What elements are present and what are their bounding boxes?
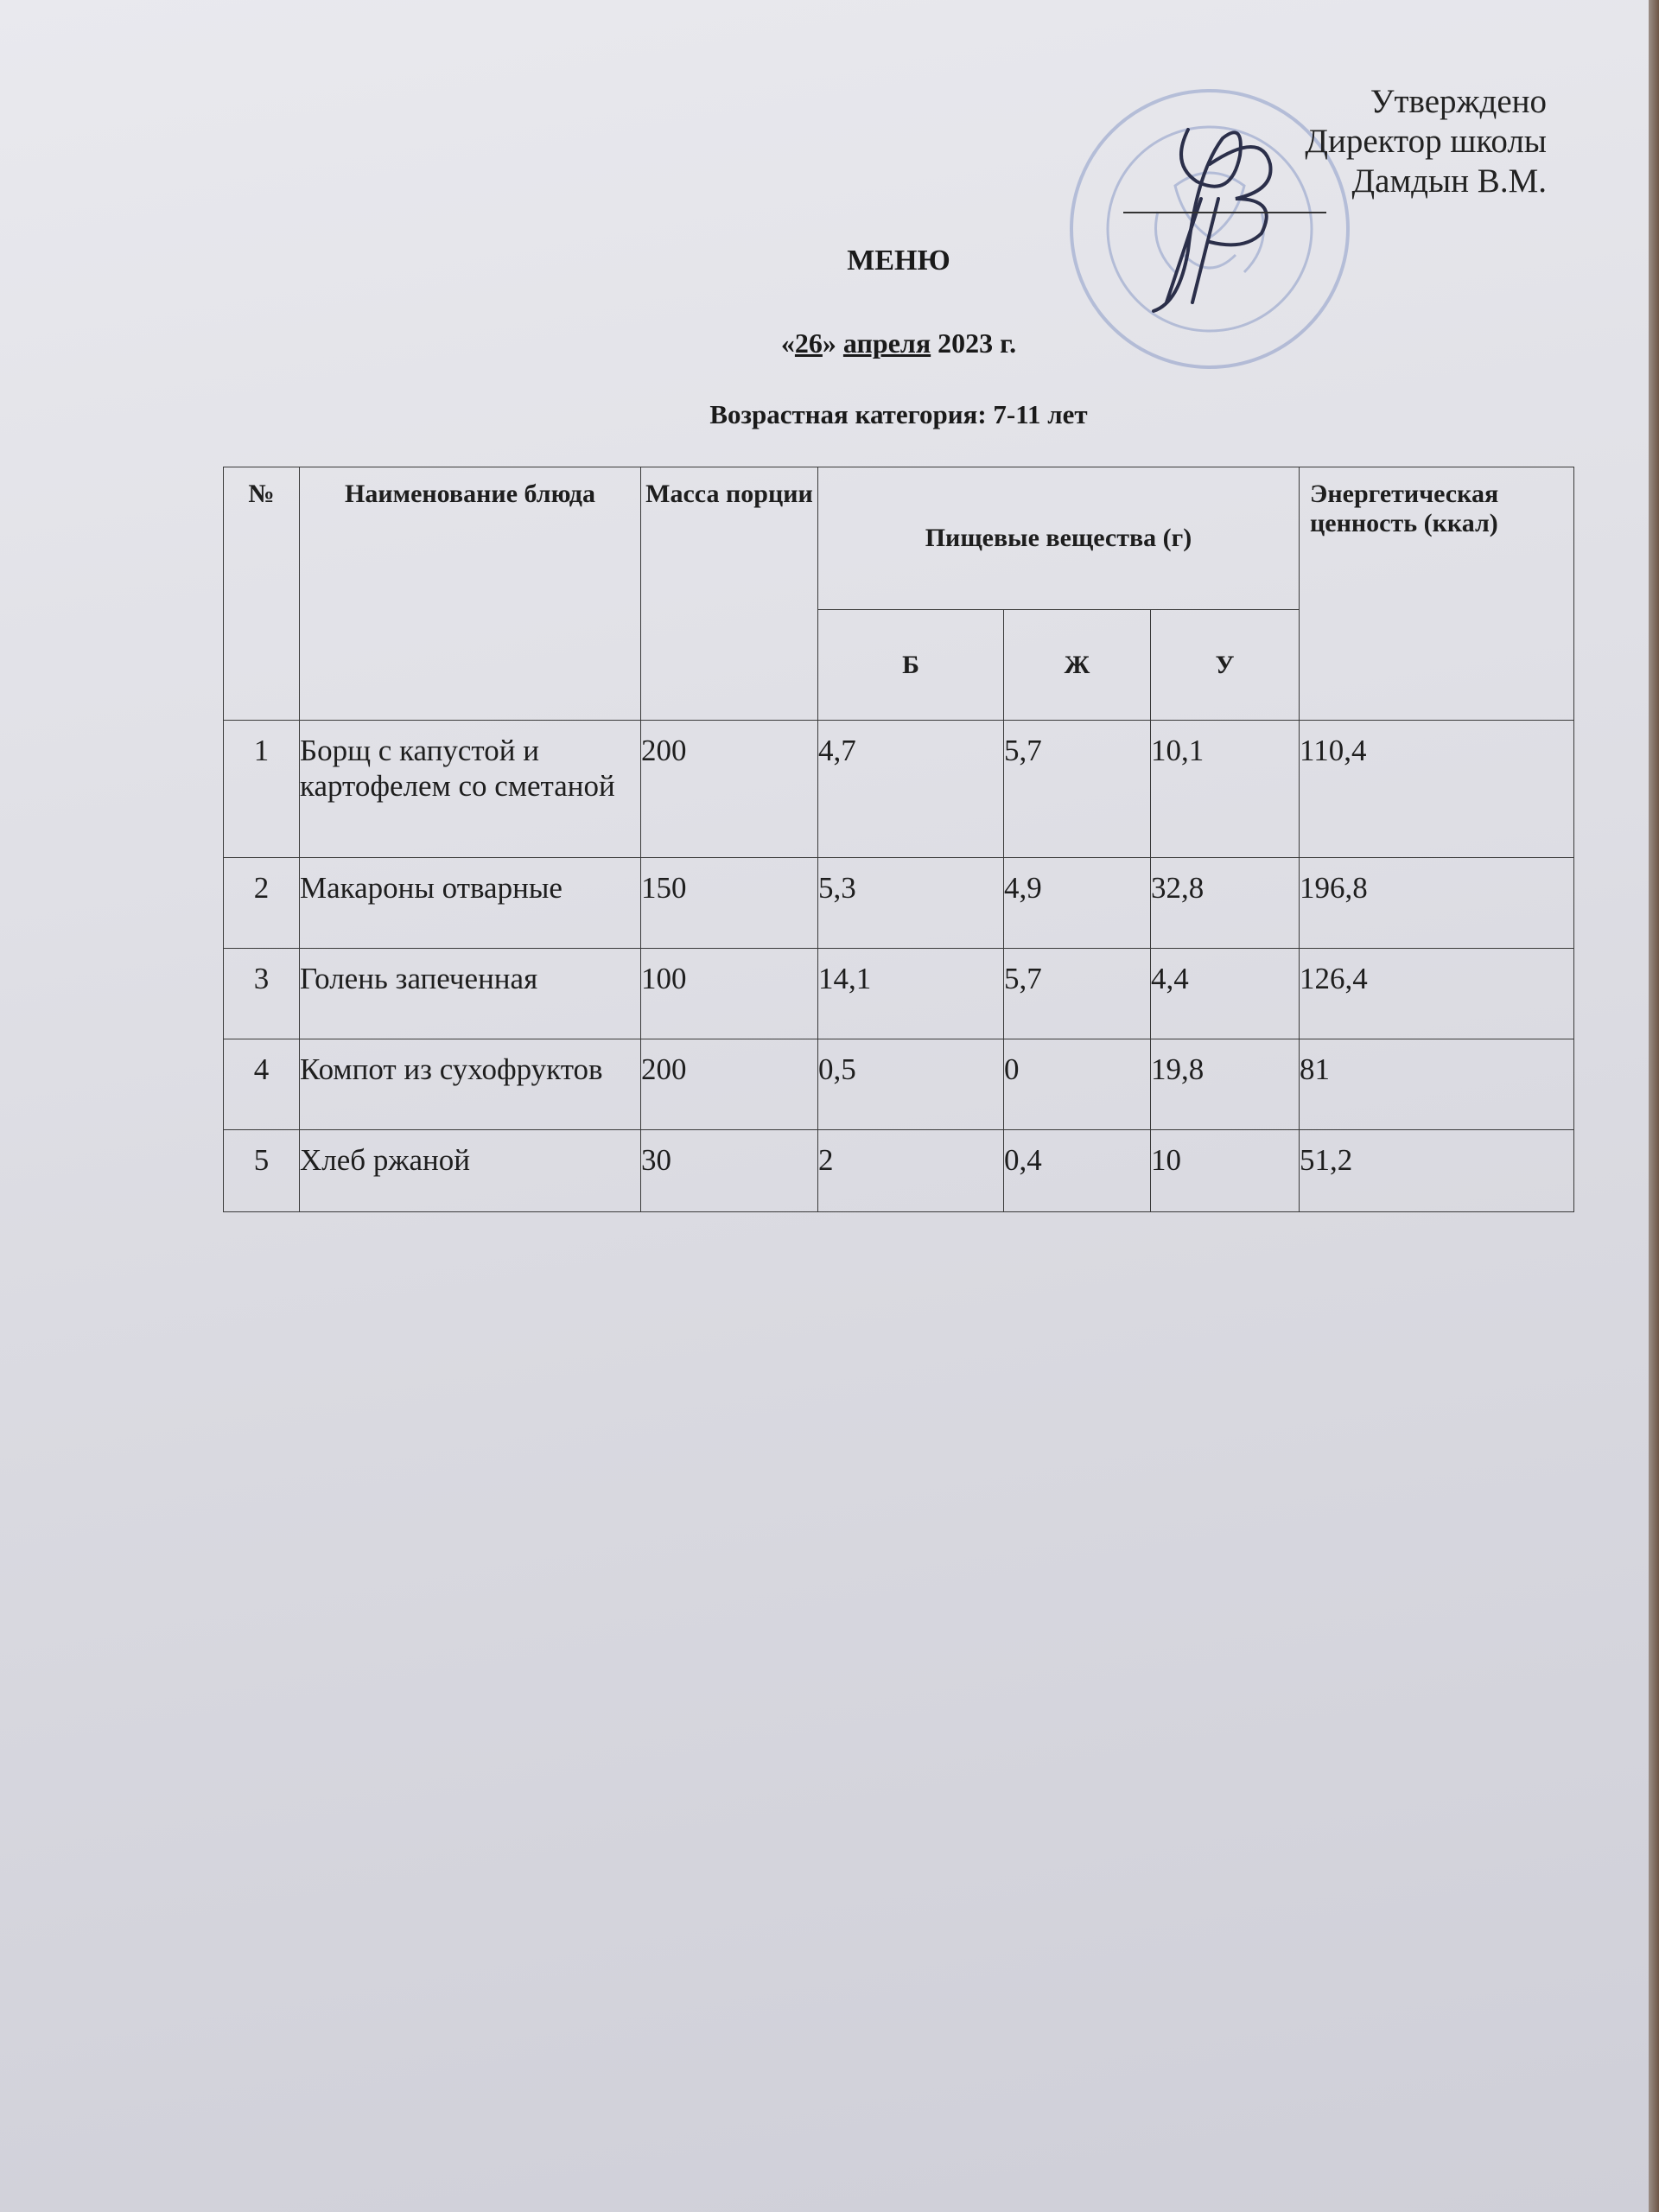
- cell-fat: 0,4: [1004, 1130, 1151, 1212]
- table-row: [224, 721, 1574, 858]
- cell-protein: 4,7: [818, 721, 1004, 858]
- header-name: Наименование блюда: [300, 467, 641, 721]
- age-category: Возрастная категория: 7-11 лет: [709, 399, 1088, 429]
- header-fat: Ж: [1004, 610, 1151, 721]
- header-mass: Масса порции: [641, 467, 818, 721]
- cell-kcal: 126,4: [1300, 949, 1574, 1039]
- cell-kcal: 81: [1300, 1039, 1574, 1130]
- cell-kcal: 51,2: [1300, 1130, 1574, 1212]
- page-title: МЕНЮ: [847, 245, 950, 276]
- cell-carbs: 32,8: [1151, 858, 1300, 949]
- date-year: 2023 г.: [931, 327, 1017, 359]
- cell-mass: 150: [641, 858, 818, 949]
- cell-mass: 200: [641, 1039, 818, 1130]
- header-num: №: [224, 467, 300, 721]
- approval-block: [1305, 82, 1547, 201]
- header-protein: Б: [818, 610, 1004, 721]
- cell-num: 3: [224, 949, 300, 1039]
- date-day: 26: [794, 327, 823, 359]
- approval-title: Утверждено: [1370, 83, 1547, 120]
- cell-carbs: 19,8: [1151, 1039, 1300, 1130]
- approval-person: Дамдын В.М.: [1351, 162, 1547, 200]
- date-mid: »: [822, 327, 843, 359]
- cell-protein: 2: [818, 1130, 1004, 1212]
- approval-position: Директор школы: [1305, 123, 1547, 160]
- cell-num: 1: [224, 721, 300, 858]
- cell-carbs: 10,1: [1151, 721, 1300, 858]
- menu-date: [0, 327, 1649, 359]
- cell-mass: 100: [641, 949, 818, 1039]
- header-carbs: У: [1151, 610, 1300, 721]
- cell-name: Макароны отварные: [300, 858, 641, 949]
- cell-name: Компот из сухофруктов: [300, 1039, 641, 1130]
- cell-protein: 0,5: [818, 1039, 1004, 1130]
- cell-carbs: 4,4: [1151, 949, 1300, 1039]
- cell-fat: 0: [1004, 1039, 1151, 1130]
- table-row: [224, 1130, 1574, 1212]
- cell-num: 4: [224, 1039, 300, 1130]
- cell-fat: 5,7: [1004, 721, 1151, 858]
- cell-protein: 5,3: [818, 858, 1004, 949]
- cell-fat: 5,7: [1004, 949, 1151, 1039]
- header-energy: Энергетическая ценность (ккал): [1300, 467, 1574, 721]
- cell-kcal: 196,8: [1300, 858, 1574, 949]
- signature-line: [1123, 212, 1326, 213]
- cell-mass: 200: [641, 721, 818, 858]
- cell-name: Голень запеченная: [300, 949, 641, 1039]
- cell-num: 2: [224, 858, 300, 949]
- table-row: [224, 949, 1574, 1039]
- cell-fat: 4,9: [1004, 858, 1151, 949]
- table-row: [224, 858, 1574, 949]
- cell-name: Хлеб ржаной: [300, 1130, 641, 1212]
- date-open: «: [780, 327, 795, 359]
- cell-mass: 30: [641, 1130, 818, 1212]
- cell-kcal: 110,4: [1300, 721, 1574, 858]
- cell-name: Борщ с капустой и картофелем со сметаной: [300, 721, 641, 858]
- menu-table: [223, 467, 1574, 1212]
- cell-protein: 14,1: [818, 949, 1004, 1039]
- date-month: апреля: [842, 327, 931, 359]
- cell-carbs: 10: [1151, 1130, 1300, 1212]
- table-row: [224, 1039, 1574, 1130]
- header-nutrients: Пищевые вещества (г): [818, 467, 1300, 610]
- cell-num: 5: [224, 1130, 300, 1212]
- background-edge: [1649, 0, 1659, 2212]
